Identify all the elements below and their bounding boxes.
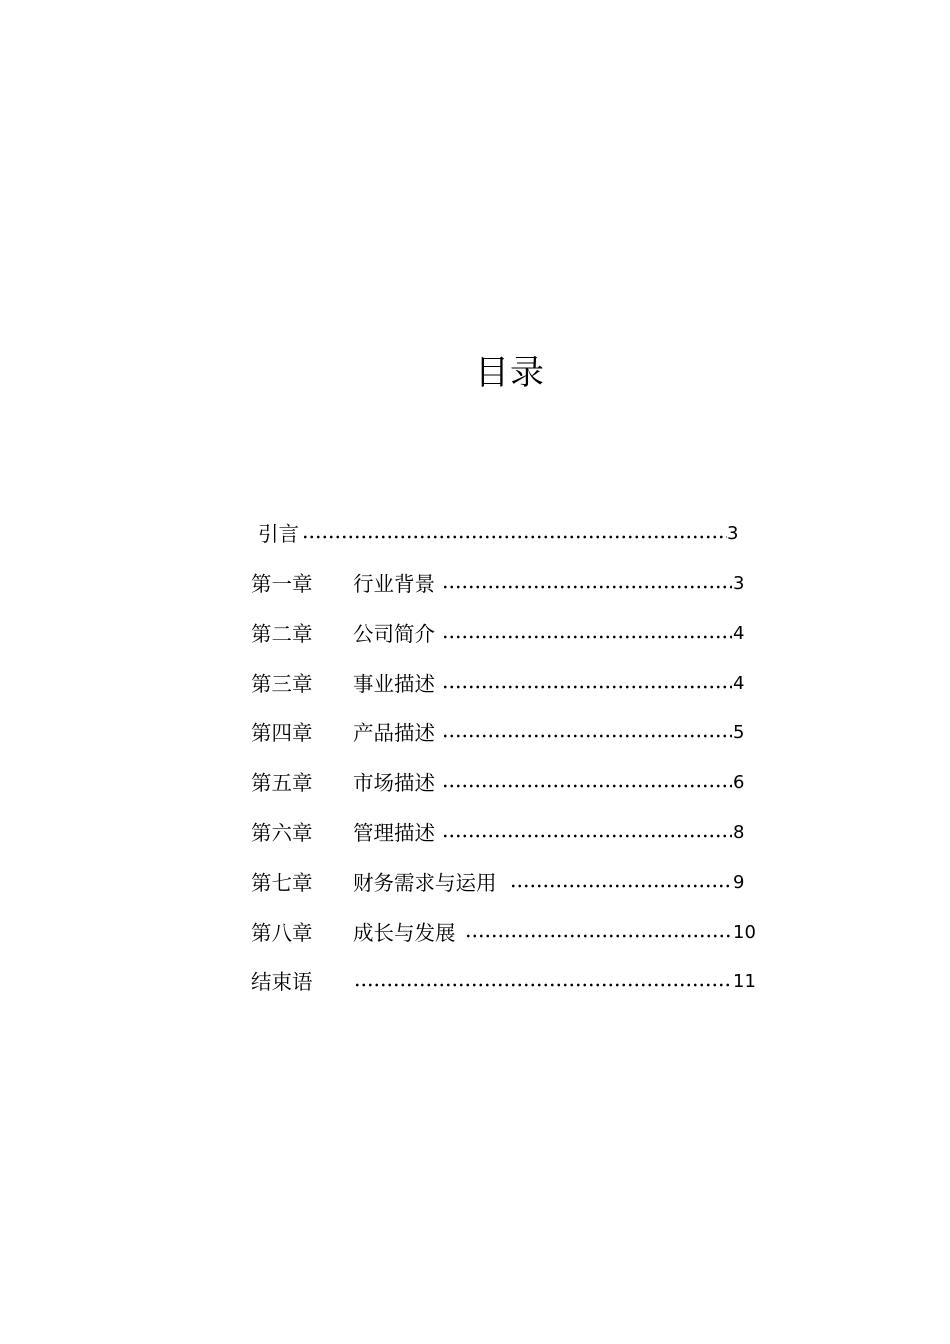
toc-entry-title: 公司简介 (353, 622, 435, 646)
toc-entry-chapter: 第六章 (251, 821, 313, 845)
toc-entry-page-number: 11 (733, 971, 756, 992)
toc-entry-chapter: 第二章 (251, 622, 313, 646)
toc-entry-chapter: 第一章 (251, 572, 313, 596)
toc-entry-chapter: 结束语 (251, 970, 313, 994)
toc-entry-title: 成长与发展 (353, 921, 456, 945)
toc-entry-title: 市场描述 (353, 771, 435, 795)
toc-entry-page-number: 9 (733, 872, 745, 893)
toc-entry-chapter-2[interactable] (0, 618, 950, 650)
toc-entry-page-number: 3 (733, 573, 745, 594)
toc-entry-dot-leader (354, 983, 732, 987)
toc-entry-title: 引言 (258, 522, 299, 546)
toc-entry-page-number: 4 (733, 623, 745, 644)
toc-entry-dot-leader (510, 884, 732, 888)
toc-entry-chapter-8[interactable] (0, 917, 950, 949)
toc-entry-title: 产品描述 (353, 721, 435, 745)
toc-entry-page-number: 10 (733, 922, 756, 943)
toc-entry-title: 财务需求与运用 (353, 871, 497, 895)
toc-entry-page-number: 3 (727, 523, 739, 544)
toc-entry-page-number: 8 (733, 822, 745, 843)
toc-entry-dot-leader (442, 734, 732, 738)
toc-entry-page-number: 4 (733, 673, 745, 694)
toc-entry-chapter-7[interactable] (0, 867, 950, 899)
toc-entry-chapter-6[interactable] (0, 817, 950, 849)
toc-entry-chapter-4[interactable] (0, 717, 950, 749)
toc-entry-page-number: 6 (733, 772, 745, 793)
toc-entry-dot-leader (442, 685, 732, 689)
toc-entry-page-number: 5 (733, 722, 745, 743)
toc-title: 目录 (475, 353, 545, 393)
toc-entry-chapter: 第八章 (251, 921, 313, 945)
toc-entry-chapter: 第四章 (251, 721, 313, 745)
toc-entry-dot-leader (442, 635, 732, 639)
toc-entry-dot-leader (302, 535, 727, 539)
toc-entry-chapter: 第七章 (251, 871, 313, 895)
toc-entry-dot-leader (442, 784, 732, 788)
toc-entry-chapter-1[interactable] (0, 568, 950, 600)
toc-entry-title: 管理描述 (353, 821, 435, 845)
toc-entry-chapter: 第三章 (251, 672, 313, 696)
toc-entry-title: 行业背景 (353, 572, 435, 596)
toc-entry-introduction[interactable] (0, 518, 950, 550)
toc-entry-dot-leader (442, 585, 732, 589)
toc-entry-chapter: 第五章 (251, 771, 313, 795)
toc-entry-chapter-5[interactable] (0, 767, 950, 799)
toc-entry-conclusion[interactable] (0, 966, 950, 998)
toc-entry-dot-leader (465, 934, 732, 938)
toc-entry-chapter-3[interactable] (0, 668, 950, 700)
toc-entry-title: 事业描述 (353, 672, 435, 696)
toc-entry-dot-leader (442, 834, 732, 838)
